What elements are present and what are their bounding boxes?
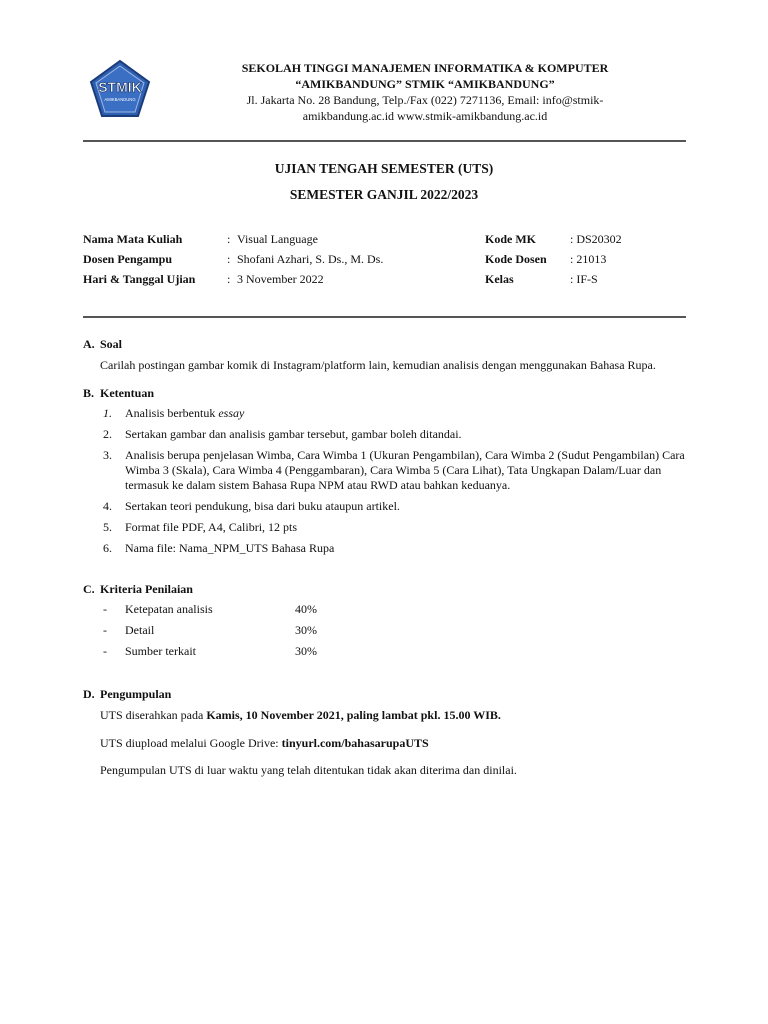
list-number: 4. bbox=[103, 499, 112, 513]
section-letter: C. bbox=[83, 582, 95, 596]
list-number: 2. bbox=[103, 427, 112, 441]
criteria-dash: - bbox=[103, 644, 107, 658]
info-label: Kelas bbox=[485, 272, 514, 286]
criteria-name: Detail bbox=[125, 623, 155, 637]
info-value: 3 November 2022 bbox=[237, 272, 324, 286]
info-row bbox=[83, 269, 383, 289]
info-divider bbox=[83, 316, 686, 318]
header-divider bbox=[83, 140, 686, 142]
list-item bbox=[100, 499, 690, 514]
criteria-row bbox=[100, 641, 400, 662]
list-number: 1. bbox=[103, 406, 112, 420]
info-value: : 21013 bbox=[570, 252, 607, 266]
section-heading-soal bbox=[83, 337, 122, 352]
list-text: Analisis berbentuk bbox=[125, 406, 219, 420]
info-row bbox=[485, 269, 622, 289]
pengumpulan-deadline bbox=[100, 708, 690, 723]
info-row bbox=[485, 249, 622, 269]
list-text-emphasis: essay bbox=[218, 406, 245, 420]
upload-link[interactable]: tinyurl.com/bahasarupaUTS bbox=[281, 736, 429, 750]
address-line-1: Jl. Jakarta No. 28 Bandung, Telp./Fax (022) 7271136, Email: info@stmik- bbox=[246, 93, 604, 107]
criteria-percent: 40% bbox=[295, 602, 317, 616]
stmik-logo bbox=[88, 58, 152, 120]
semester-title: SEMESTER GANJIL 2022/2023 bbox=[289, 187, 479, 202]
logo-text: STMIK bbox=[98, 79, 142, 95]
criteria-dash: - bbox=[103, 623, 107, 637]
logo-subtext: AMIKBANDUNG bbox=[104, 97, 136, 102]
list-text: Nama file: Nama_NPM_UTS Bahasa Rupa bbox=[125, 541, 335, 555]
info-label: Nama Mata Kuliah bbox=[83, 232, 183, 246]
address-line-2: amikbandung.ac.id www.stmik-amikbandung.ac.id bbox=[302, 109, 548, 123]
info-row bbox=[485, 229, 622, 249]
upload-text: UTS diupload melalui Google Drive: bbox=[100, 736, 282, 750]
info-value: Shofani Azhari, S. Ds., M. Ds. bbox=[237, 252, 384, 266]
section-heading-ketentuan bbox=[83, 386, 154, 401]
info-label: Hari & Tanggal Ujian bbox=[83, 272, 196, 286]
criteria-name: Ketepatan analisis bbox=[125, 602, 213, 616]
criteria-percent: 30% bbox=[295, 644, 317, 658]
section-heading-pengumpulan bbox=[83, 687, 171, 702]
list-number: 5. bbox=[103, 520, 112, 534]
info-value: Visual Language bbox=[237, 232, 318, 246]
info-right bbox=[485, 229, 622, 289]
section-letter: D. bbox=[83, 687, 95, 701]
criteria-dash: - bbox=[103, 602, 107, 616]
deadline-text: UTS diserahkan pada bbox=[100, 708, 207, 722]
institution-name: SEKOLAH TINGGI MANAJEMEN INFORMATIKA & KOMPUTER bbox=[241, 61, 609, 75]
stmik-logo-icon bbox=[88, 58, 152, 120]
institution-header bbox=[200, 60, 650, 124]
section-title: Ketentuan bbox=[100, 386, 154, 400]
institution-subname: “AMIKBANDUNG” STMIK “AMIKBANDUNG” bbox=[295, 77, 555, 91]
info-value: : IF-S bbox=[570, 272, 598, 286]
section-letter: B. bbox=[83, 386, 95, 400]
pengumpulan-note: Pengumpulan UTS di luar waktu yang telah ditentukan tidak akan diterima dan dinilai. bbox=[100, 763, 517, 777]
list-item bbox=[100, 448, 690, 493]
section-heading-kriteria bbox=[83, 582, 193, 597]
section-letter: A. bbox=[83, 337, 95, 351]
list-number: 3. bbox=[103, 448, 112, 462]
criteria-row bbox=[100, 599, 400, 620]
list-item bbox=[100, 541, 690, 556]
list-text: Sertakan gambar dan analisis gambar tersebut, gambar boleh ditandai. bbox=[125, 427, 462, 441]
kriteria-list bbox=[100, 599, 400, 662]
info-separator: : bbox=[227, 232, 231, 246]
info-label: Dosen Pengampu bbox=[83, 252, 173, 266]
list-text: Sertakan teori pendukung, bisa dari buku ataupun artikel. bbox=[125, 499, 400, 513]
pengumpulan-upload bbox=[100, 736, 690, 751]
list-item bbox=[100, 427, 690, 442]
exam-title: UJIAN TENGAH SEMESTER (UTS) bbox=[274, 161, 494, 176]
info-left bbox=[83, 229, 383, 289]
info-row bbox=[83, 249, 383, 269]
info-separator: : bbox=[227, 252, 231, 266]
criteria-row bbox=[100, 620, 400, 641]
ketentuan-list bbox=[100, 406, 690, 562]
section-title: Soal bbox=[100, 337, 123, 351]
info-label: Kode Dosen bbox=[485, 252, 547, 266]
list-text: Format file PDF, A4, Calibri, 12 pts bbox=[125, 520, 298, 534]
section-title: Kriteria Penilaian bbox=[100, 582, 193, 596]
list-item bbox=[100, 406, 690, 421]
criteria-percent: 30% bbox=[295, 623, 317, 637]
criteria-name: Sumber terkait bbox=[125, 644, 196, 658]
info-value: : DS20302 bbox=[570, 232, 622, 246]
soal-text: Carilah postingan gambar komik di Instagram/platform lain, kemudian analisis dengan menggunakan Bahasa Rupa. bbox=[100, 358, 656, 372]
section-title: Pengumpulan bbox=[100, 687, 172, 701]
info-row bbox=[83, 229, 383, 249]
list-item bbox=[100, 520, 690, 535]
info-separator: : bbox=[227, 272, 231, 286]
list-number: 6. bbox=[103, 541, 112, 555]
list-text: Analisis berupa penjelasan Wimba, Cara Wimba 1 (Ukuran Pengambilan), Cara Wimba 2 (Sudut Pengambilan) Cara Wimba 3 (Skala), Cara Wimba 4 (Penggambaran), Cara Wimba 5 (Cara Lihat), Tata Ungkapan Dalam/Luar dan termasuk ke dalam sistem Bahasa Rupa NPM atau RWD atau bahkan keduanya. bbox=[125, 448, 685, 492]
deadline-date: Kamis, 10 November 2021, paling lambat pkl. 15.00 WIB. bbox=[206, 708, 501, 722]
info-label: Kode MK bbox=[485, 232, 536, 246]
